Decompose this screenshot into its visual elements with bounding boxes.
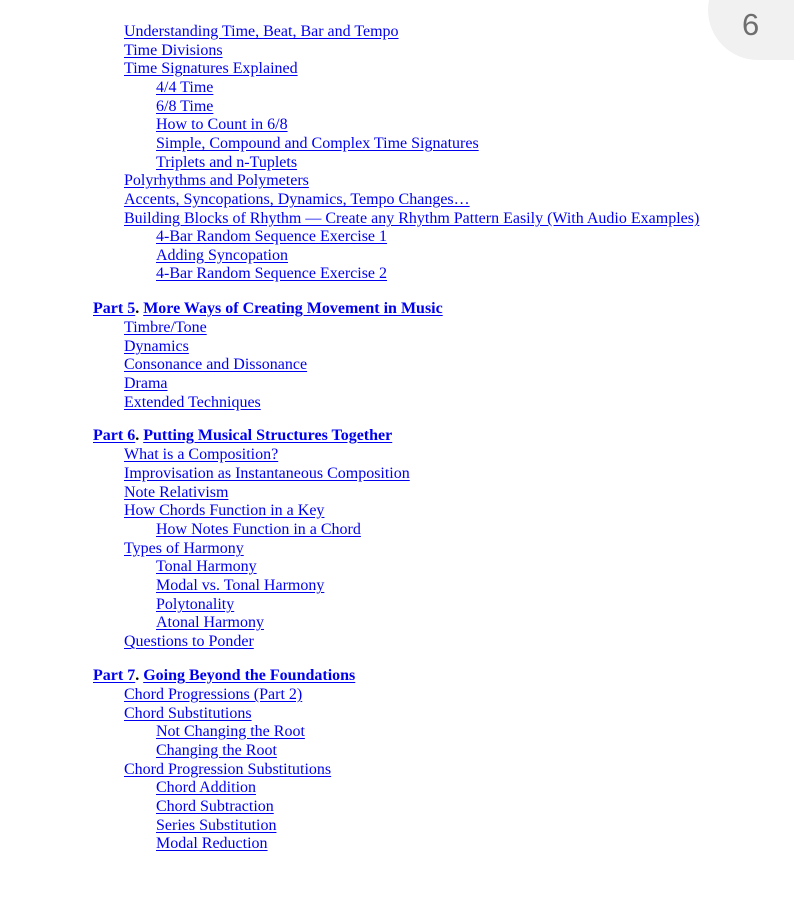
toc-entry xyxy=(124,355,307,374)
toc-link[interactable]: What is a Composition? xyxy=(124,446,279,463)
toc-entry xyxy=(156,557,257,576)
toc-link[interactable]: Chord Subtraction xyxy=(156,798,274,815)
part-separator: . xyxy=(135,300,140,317)
toc-entry xyxy=(124,501,324,520)
toc-entry xyxy=(124,445,278,464)
toc-link[interactable]: Atonal Harmony xyxy=(156,614,264,631)
toc-link[interactable]: Dynamics xyxy=(124,338,189,355)
toc-entry xyxy=(156,115,288,134)
toc-entry xyxy=(156,520,361,539)
part-title-link[interactable]: More Ways of Creating Movement in Music xyxy=(143,300,443,317)
toc-entry xyxy=(156,134,479,153)
toc-link[interactable]: 4/4 Time xyxy=(156,79,214,96)
toc-entry xyxy=(156,816,276,835)
toc-entry xyxy=(124,704,252,723)
toc-link[interactable]: Understanding Time, Beat, Bar and Tempo xyxy=(124,23,399,40)
toc-entry xyxy=(156,613,264,632)
toc-entry xyxy=(156,797,274,816)
toc-entry xyxy=(124,539,244,558)
toc-link[interactable]: Tonal Harmony xyxy=(156,558,257,575)
toc-entry xyxy=(156,153,297,172)
part-heading-6 xyxy=(93,426,392,445)
toc-link[interactable]: Types of Harmony xyxy=(124,540,244,557)
toc-link[interactable]: Simple, Compound and Complex Time Signatures xyxy=(156,135,479,152)
part-separator: . xyxy=(135,427,140,444)
toc-entry xyxy=(156,227,387,246)
toc-entry xyxy=(124,337,189,356)
toc-entry xyxy=(124,483,228,502)
toc-link[interactable]: How Notes Function in a Chord xyxy=(156,521,361,538)
toc-entry xyxy=(156,834,268,853)
toc-link[interactable]: Extended Techniques xyxy=(124,394,261,411)
toc-entry xyxy=(124,464,410,483)
part-title-link[interactable]: Going Beyond the Foundations xyxy=(143,667,356,684)
toc-link[interactable]: Accents, Syncopations, Dynamics, Tempo Changes… xyxy=(124,191,470,208)
toc-link[interactable]: 6/8 Time xyxy=(156,98,214,115)
toc-link[interactable]: Modal vs. Tonal Harmony xyxy=(156,577,325,594)
toc-entry xyxy=(156,778,256,797)
toc-link[interactable]: Consonance and Dissonance xyxy=(124,356,308,373)
toc-entry xyxy=(124,374,168,393)
toc-entry xyxy=(124,22,399,41)
toc-entry xyxy=(124,393,261,412)
toc-entry xyxy=(156,246,288,265)
toc-link[interactable]: 4-Bar Random Sequence Exercise 2 xyxy=(156,265,388,282)
toc-entry xyxy=(124,59,298,78)
toc-entry xyxy=(156,264,387,283)
toc-link[interactable]: Polytonality xyxy=(156,596,235,613)
part-heading-5 xyxy=(93,299,443,318)
toc-link[interactable]: Building Blocks of Rhythm — Create any Rhythm Pattern Easily (With Audio Examples) xyxy=(124,210,700,227)
part-label-link[interactable]: Part 7 xyxy=(93,667,136,684)
part-title-link[interactable]: Putting Musical Structures Together xyxy=(143,427,393,444)
toc-link[interactable]: Chord Progressions (Part 2) xyxy=(124,686,303,703)
toc-link[interactable]: Questions to Ponder xyxy=(124,633,254,650)
part-label-link[interactable]: Part 5 xyxy=(93,300,136,317)
toc-link[interactable]: Triplets and n-Tuplets xyxy=(156,154,298,171)
toc-entry xyxy=(124,41,223,60)
toc-link[interactable]: Note Relativism xyxy=(124,484,229,501)
toc-entry xyxy=(156,576,324,595)
toc-link[interactable]: Time Signatures Explained xyxy=(124,60,298,77)
toc-entry xyxy=(124,685,302,704)
toc-link[interactable]: Adding Syncopation xyxy=(156,247,288,264)
toc-link[interactable]: Drama xyxy=(124,375,168,392)
toc-link[interactable]: 4-Bar Random Sequence Exercise 1 xyxy=(156,228,388,245)
page-number: 6 xyxy=(742,7,760,42)
toc-entry xyxy=(124,209,699,228)
part-label-link[interactable]: Part 6 xyxy=(93,427,136,444)
toc-link[interactable]: Time Divisions xyxy=(124,42,223,59)
toc-link[interactable]: Chord Addition xyxy=(156,779,257,796)
toc-link[interactable]: How Chords Function in a Key xyxy=(124,502,325,519)
toc-entry xyxy=(156,722,305,741)
toc-link[interactable]: Improvisation as Instantaneous Composition xyxy=(124,465,410,482)
toc-entry xyxy=(124,190,470,209)
toc-entry xyxy=(124,632,254,651)
part-separator: . xyxy=(135,667,140,684)
part-heading-7 xyxy=(93,666,355,685)
toc-entry xyxy=(156,595,234,614)
toc-link[interactable]: Not Changing the Root xyxy=(156,723,305,740)
toc-link[interactable]: Modal Reduction xyxy=(156,835,268,852)
toc-link[interactable]: Changing the Root xyxy=(156,742,277,759)
toc-link[interactable]: Chord Progression Substitutions xyxy=(124,761,332,778)
toc-link[interactable]: Polyrhythms and Polymeters xyxy=(124,172,309,189)
toc-entry xyxy=(156,78,213,97)
toc-entry xyxy=(156,741,277,760)
toc-entry xyxy=(124,760,331,779)
toc-link[interactable]: Timbre/Tone xyxy=(124,319,207,336)
toc-link[interactable]: Chord Substitutions xyxy=(124,705,252,722)
toc-entry xyxy=(156,97,213,116)
toc-entry xyxy=(124,171,309,190)
toc-entry xyxy=(124,318,207,337)
toc-link[interactable]: How to Count in 6/8 xyxy=(156,116,288,133)
toc-link[interactable]: Series Substitution xyxy=(156,817,277,834)
